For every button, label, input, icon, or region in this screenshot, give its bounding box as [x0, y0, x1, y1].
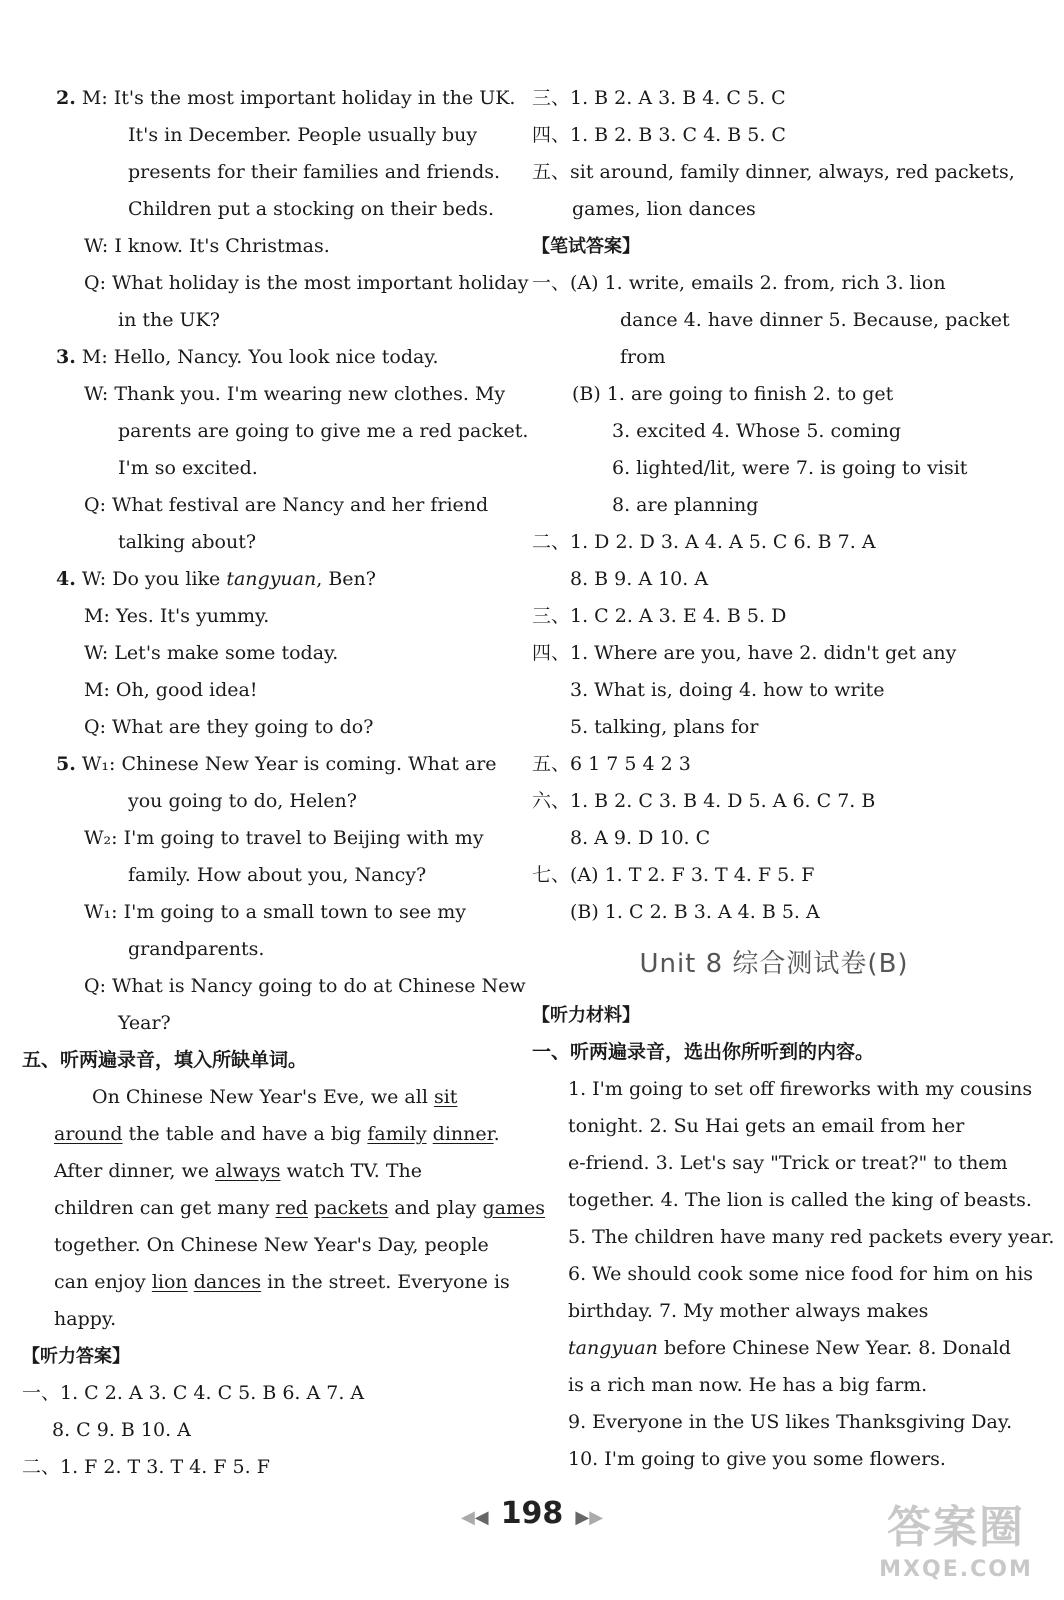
dialogue-q3-line5: Q: What festival are Nancy and her friend [84, 494, 489, 516]
listening-answers-section5-line1: 五、sit around, family dinner, always, red packets, [532, 161, 1015, 183]
material-line11: 10. I'm going to give you some flowers. [568, 1448, 946, 1470]
written-section2-line2: 8. B 9. A 10. A [570, 568, 709, 590]
passage-line2: around the table and have a big family dinner. [54, 1123, 500, 1145]
watermark-en-text: MXQE.COM [879, 1557, 1033, 1582]
prev-light-arrow-icon: ◀ [460, 1507, 475, 1528]
watermark-cn-text: 答案圈 [887, 1502, 1025, 1553]
left-column [22, 80, 545, 1486]
dialogue-q2-line5: W: I know. It's Christmas. [84, 235, 330, 257]
dialogue-q2-line1: 2. M: It's the most important holiday in the UK. [56, 87, 516, 109]
written-section7-line2: (B) 1. C 2. B 3. A 4. B 5. A [570, 901, 820, 923]
listening-material-heading: 【听力材料】 [532, 1005, 640, 1026]
written-section1-line7: 8. are planning [612, 494, 759, 516]
dialogue-q5-line8: Year? [118, 1012, 171, 1034]
dialogue-q3-line6: talking about? [118, 531, 257, 553]
material-line7: birthday. 7. My mother always makes [568, 1300, 929, 1322]
listening-answers-heading: 【听力答案】 [22, 1346, 130, 1367]
next-arrow-icon: ▶ [575, 1507, 590, 1528]
section5-heading: 五、听两遍录音，填入所缺单词。 [22, 1049, 308, 1071]
written-section4-line2: 3. What is, doing 4. how to write [570, 679, 885, 701]
unit-title: Unit 8 综合测试卷(B) [639, 949, 909, 979]
written-section1-line3: from [620, 346, 666, 368]
dialogue-q5-line6: grandparents. [128, 938, 265, 960]
dialogue-q4-line4: M: Oh, good idea! [84, 679, 258, 701]
material-line1: 1. I'm going to set off fireworks with my cousins [568, 1078, 1033, 1100]
written-section1-line4: (B) 1. are going to finish 2. to get [572, 383, 894, 405]
written-answers-heading: 【笔试答案】 [532, 236, 640, 257]
dialogue-q3-line2: W: Thank you. I'm wearing new clothes. My [84, 383, 506, 405]
written-section5: 五、6 1 7 5 4 2 3 [532, 753, 691, 775]
written-section3: 三、1. C 2. A 3. E 4. B 5. D [532, 605, 787, 627]
dialogue-q2-line4: Children put a stocking on their beds. [128, 198, 495, 220]
dialogue-q5-line3: W₂: I'm going to travel to Beijing with my [84, 827, 484, 849]
dialogue-q3-line4: I'm so excited. [118, 457, 258, 479]
dialogue-q4-line2: M: Yes. It's yummy. [84, 605, 270, 627]
dialogue-q5-line2: you going to do, Helen? [128, 790, 357, 812]
passage-line4: children can get many red packets and play games [54, 1197, 545, 1219]
listening-answers-section3: 三、1. B 2. A 3. B 4. C 5. C [532, 87, 786, 109]
listening-answers-section5-line2: games, lion dances [572, 198, 756, 220]
dialogue-q4-line5: Q: What are they going to do? [84, 716, 374, 738]
dialogue-q5-line7: Q: What is Nancy going to do at Chinese New [84, 975, 526, 997]
written-section4-line1: 四、1. Where are you, have 2. didn't get any [532, 642, 957, 664]
right-column [532, 80, 1055, 1478]
dialogue-q5-line1: 5. W₁: Chinese New Year is coming. What are [56, 753, 497, 775]
passage-line7: happy. [54, 1308, 117, 1330]
listening-answers-section1-line2: 8. C 9. B 10. A [52, 1419, 191, 1441]
written-section1-line6: 6. lighted/lit, were 7. is going to visit [612, 457, 968, 479]
dialogue-q4-line1: 4. W: Do you like tangyuan, Ben? [56, 568, 376, 590]
passage-line5: together. On Chinese New Year's Day, people [54, 1234, 489, 1256]
listening-answers-section4: 四、1. B 2. B 3. C 4. B 5. C [532, 124, 786, 146]
written-section6-line1: 六、1. B 2. C 3. B 4. D 5. A 6. C 7. B [532, 790, 876, 812]
material-line4: together. 4. The lion is called the king of beasts. [568, 1189, 1032, 1211]
material-line2: tonight. 2. Su Hai gets an email from her [568, 1115, 965, 1137]
written-section1-line5: 3. excited 4. Whose 5. coming [612, 420, 902, 442]
material-line6: 6. We should cook some nice food for him on his [568, 1263, 1034, 1285]
material-line5: 5. The children have many red packets every year. [568, 1226, 1055, 1248]
material-line10: 9. Everyone in the US likes Thanksgiving Day. [568, 1411, 1013, 1433]
dialogue-q5-line5: W₁: I'm going to a small town to see my [84, 901, 467, 923]
material-line9: is a rich man now. He has a big farm. [568, 1374, 928, 1396]
listening-answers-section2: 二、1. F 2. T 3. T 4. F 5. F [22, 1456, 270, 1478]
prev-arrow-icon: ◀ [474, 1507, 489, 1528]
dialogue-q2-line3: presents for their families and friends. [128, 161, 501, 183]
material-line8: tangyuan before Chinese New Year. 8. Donald [568, 1337, 1011, 1359]
written-section2-line1: 二、1. D 2. D 3. A 4. A 5. C 6. B 7. A [532, 531, 876, 553]
passage-line6: can enjoy lion dances in the street. Everyone is [54, 1271, 510, 1293]
written-section1-line1: 一、(A) 1. write, emails 2. from, rich 3. lion [532, 272, 946, 294]
site-watermark [866, 1500, 1046, 1596]
material-section1-heading: 一、听两遍录音，选出你所听到的内容。 [532, 1041, 875, 1063]
page-number: 198 [500, 1496, 564, 1531]
dialogue-q3-line1: 3. M: Hello, Nancy. You look nice today. [56, 346, 439, 368]
passage-line3: After dinner, we always watch TV. The [54, 1160, 422, 1182]
passage-line1: On Chinese New Year's Eve, we all sit [92, 1086, 458, 1108]
dialogue-q2-line7: in the UK? [118, 309, 220, 331]
written-section6-line2: 8. A 9. D 10. C [570, 827, 711, 849]
next-light-arrow-icon: ▶ [589, 1507, 604, 1528]
dialogue-q4-line3: W: Let's make some today. [84, 642, 339, 664]
written-section4-line3: 5. talking, plans for [570, 716, 759, 738]
dialogue-q5-line4: family. How about you, Nancy? [128, 864, 427, 886]
material-line3: e-friend. 3. Let's say "Trick or treat?" to them [568, 1152, 1008, 1174]
dialogue-q3-line3: parents are going to give me a red packet. [118, 420, 529, 442]
dialogue-q2-line6: Q: What holiday is the most important holiday [84, 272, 529, 294]
written-section1-line2: dance 4. have dinner 5. Because, packet [620, 309, 1010, 331]
written-section7-line1: 七、(A) 1. T 2. F 3. T 4. F 5. F [532, 864, 815, 886]
dialogue-q2-line2: It's in December. People usually buy [128, 124, 478, 146]
listening-answers-section1-line1: 一、1. C 2. A 3. C 4. C 5. B 6. A 7. A [22, 1382, 365, 1404]
